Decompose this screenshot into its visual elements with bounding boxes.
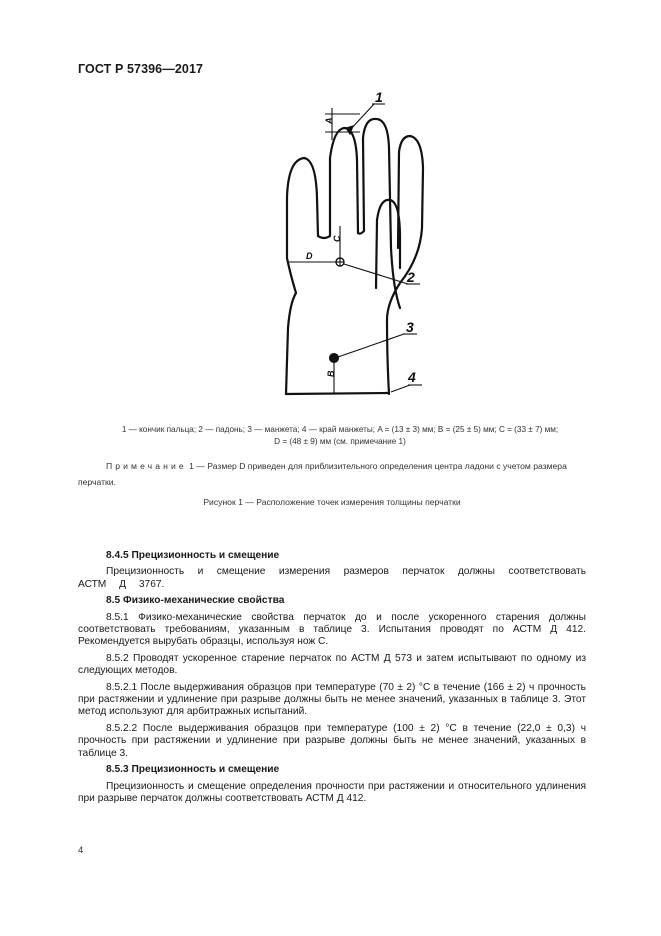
note-text: 1 — Размер D приведен для приблизительного определения центра ладони с учетом размера перчатки. bbox=[78, 461, 567, 487]
dim-label-d: D bbox=[306, 251, 313, 261]
callout-4: 4 bbox=[408, 369, 416, 385]
paragraph-8-5-2-1: 8.5.2.1 После выдерживания образцов при температуре (70 ± 2) °С в течение (166 ± 2) ч прочность при растяжении и удлинение при разрыве должны быть не менее значений, указанных в таблице 3. Этот метод используют для арбитражных испытаний. bbox=[78, 681, 586, 718]
figure-title: Рисунок 1 — Расположение точек измерения толщины перчатки bbox=[203, 497, 461, 507]
callout-1: 1 bbox=[375, 89, 383, 105]
section-heading-8-4-5: 8.4.5 Прецизионность и смещение bbox=[106, 550, 280, 561]
paragraph-8-4-5: Прецизионность и смещение измерения размеров перчаток должны соответствовать АСТМ Д 3767. bbox=[78, 566, 586, 590]
note-label: Примечание bbox=[106, 461, 187, 471]
paragraph-8-5-2: 8.5.2 Проводят ускоренное старение перчаток по АСТМ Д 573 и затем испытывают по одному из следующих методов. bbox=[78, 652, 586, 677]
page-number: 4 bbox=[78, 845, 84, 856]
figure-note bbox=[78, 458, 586, 490]
dim-label-a: A bbox=[324, 117, 334, 124]
document-header: ГОСТ Р 57396—2017 bbox=[78, 62, 204, 76]
section-heading-8-5-3: 8.5.3 Прецизионность и смещение bbox=[106, 764, 280, 776]
figure-legend-line-1: 1 — кончик пальца; 2 — падонь; 3 — манжета; 4 — край манжеты; A = (13 ± 3) мм; B = (25 ± 5) мм; C = (33 ± 7) мм; bbox=[121, 425, 559, 434]
paragraph-8-5-2-2: 8.5.2.2 После выдерживания образцов при температуре (100 ± 2) °С в течение (22,0 ± 0,3) ч прочность при растяжении и удлинение при разрыве должны быть не менее значений, указанных в таблице 3. bbox=[78, 722, 586, 759]
callout-3: 3 bbox=[406, 319, 414, 335]
dim-label-b: B bbox=[326, 370, 336, 377]
figure-legend bbox=[100, 424, 580, 448]
paragraph-8-5-1: 8.5.1 Физико-механические свойства перчаток до и после ускоренного старения должны соответствовать требованиям, указанным в таблице 3. Испытания проводят по АСТМ Д 412. Рекомендуется вырубать образцы, используя нож С. bbox=[78, 611, 586, 648]
glove-figure bbox=[260, 88, 430, 408]
callout-2: 2 bbox=[407, 269, 415, 285]
dim-label-c: C bbox=[332, 235, 342, 242]
glove-diagram-icon bbox=[260, 88, 430, 408]
paragraph-8-5-3: Прецизионность и смещение определения прочности при растяжении и относительного удлинения при разрыве перчаток должны соответствовать АСТМ Д 412. bbox=[78, 780, 586, 804]
section-heading-8-5: 8.5 Физико-механические свойства bbox=[106, 595, 285, 607]
document-body bbox=[78, 550, 586, 809]
figure-legend-line-2: D = (48 ± 9) мм (см. примечание 1) bbox=[274, 437, 406, 446]
